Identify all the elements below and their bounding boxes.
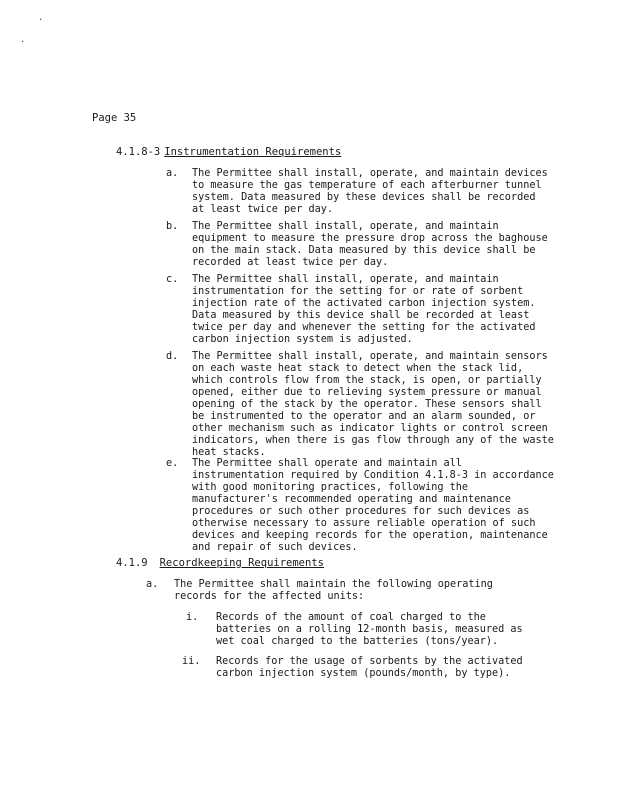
section-number: 4.1.8-3 — [116, 146, 161, 158]
item-text: The Permittee shall install, operate, and maintain devices to measure the gas temperature of each afterburner tunnel system. Data measured by these devices shall be recorded at least twice per day. — [192, 168, 548, 215]
item-marker: a. — [146, 579, 159, 590]
item-text: Records of the amount of coal charged to the batteries on a rolling 12-month basis, measured as wet coal charged to the batteries (tons/year). — [216, 612, 523, 647]
item-marker: e. — [166, 458, 179, 469]
section-title: Instrumentation Requirements — [164, 146, 342, 158]
item-text: Records for the usage of sorbents by the activated carbon injection system (pounds/month, by type). — [216, 656, 523, 679]
section-heading-instrumentation — [116, 146, 341, 158]
page-number: Page 35 — [92, 112, 137, 124]
scan-speck: . — [20, 35, 26, 45]
item-text: The Permittee shall install, operate, and maintain instrumentation for the setting for or rate of sorbent injection rate of the activated carbon injection system. Data measured by this device shall be recorded at least twice per day and whenever the setting for the activated carbon injection system is adjusted. — [192, 274, 536, 345]
section-title: Recordkeeping Requirements — [159, 557, 324, 569]
scan-speck: . — [38, 13, 44, 23]
item-text: The Permittee shall operate and maintain all instrumentation required by Condition 4.1.8-3 in accordance with good monitoring practices, following the manufacturer's recommended operating and maintenance procedures or such other procedures for such devices as otherwise necessary to assure reliable operation of such devices and keeping records for the operation, maintenance and repair of such devices. — [192, 458, 554, 553]
item-text: The Permittee shall install, operate, and maintain equipment to measure the pressure drop across the baghouse on the main stack. Data measured by this device shall be recorded at least twice per day. — [192, 221, 548, 268]
section-heading-recordkeeping — [116, 557, 324, 569]
item-marker: d. — [166, 351, 179, 362]
section-number: 4.1.9 — [116, 557, 148, 569]
item-marker: b. — [166, 221, 179, 232]
item-text: The Permittee shall maintain the following operating records for the affected units: — [174, 579, 493, 602]
item-marker: ii. — [182, 656, 201, 667]
item-marker: a. — [166, 168, 179, 179]
item-marker: c. — [166, 274, 179, 285]
item-text: The Permittee shall install, operate, and maintain sensors on each waste heat stack to detect when the stack lid, which controls flow from the stack, is open, or partially opened, either due to relieving system pressure or manual opening of the stack by the operator. These sensors shall be instrumented to the operator and an alarm sounded, or other mechanism such as indicator lights or control screen indicators, when there is gas flow through any of the waste heat stacks. — [192, 351, 554, 458]
item-marker: i. — [186, 612, 199, 623]
